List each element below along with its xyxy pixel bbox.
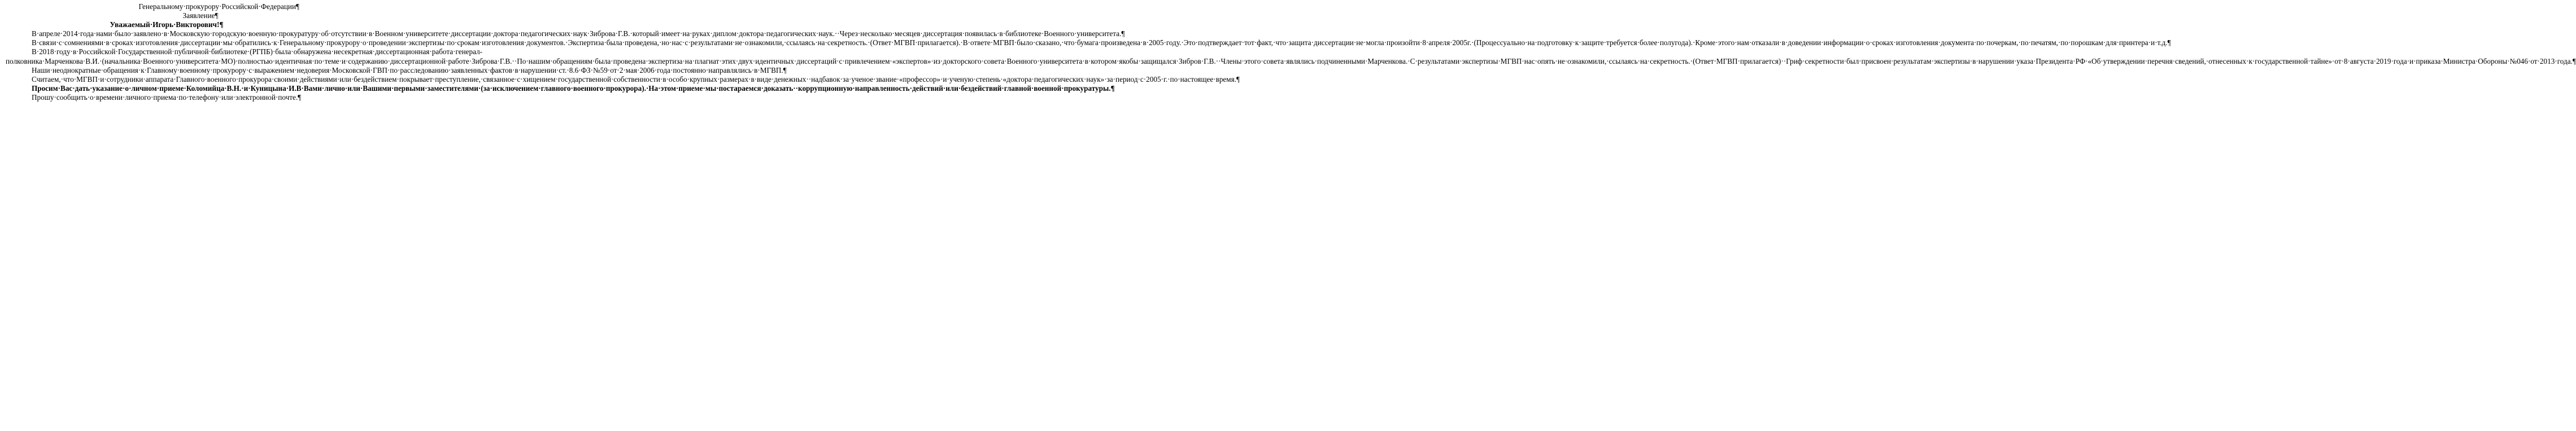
paragraph-2: В·связи·с·сомнениями·в·сроках·изготовления·диссертации·мы·обратились·к·Генеральному·прокурору·о·проведении·экспертизы·по·срокам·изготовления·документов.·Экспертиза·была·проведена,·но·нас·с·результатами·не·ознакомили,·ссылаясь·на·секретность.·(Ответ·МГВП·прилагается).·В·ответе·МГВП·было·сказано,·что·бумага·произведена·в·2005·году.·Это·подтверждает·тот·факт,·что·защита·диссертации·не·могла·произойти·8·апреля·2005г.·(Процессуально·на·подготовку·к·защите·требуется·более·полугода).·Кроме·этого·нам·отказали·в·доведении·информации·о·сроках·изготовления·документа·по·почеркам,·по·печатям,·по·порошкам·для·принтера·и·т.д.¶ (32, 38, 2171, 47)
paragraph-4: Наши·неоднократные·обращения·к·Главному·военному·прокурору·с·выражением·недоверия·Московской·ГВП·по·расследованию·заявленных·фактов·в·нарушении·ст.·8.6·ФЗ·№59·от·2·мая·2006·года·постоянно·направлялись·в·МГВП.¶ (32, 65, 787, 74)
paragraph-5: Считаем,·что·МГВП·и·сотрудники·аппарата·Главного·военного·прокурора·своими·действиями·или·бездействием·покрывает·преступление,·связанное·с·хищением·государственной·собственности·в·особо·крупных·размерах·в·виде·денежных··надбавок·за·ученое·звание·«профессор»·и·ученую·степень·«доктора·педагогических·наук»·за·период·с·2005·г.·по·настоящее·время.¶ (32, 74, 1240, 83)
paragraph-3: В·2018·году·в·Российской·Государственной·публичной·библиотеке·(РГПБ)·была·обнаружена·несекретная·диссертационная·работа·генерал-полковника·Марченкова·В.И.·(начальника·Военного·университета·МО)·полностью·идентичная·по·теме·и·содержанию·диссертационной·работе·Зиброва·Г.В.··По·нашим·обращениям·была·проведена·экспертиза·на·плагиат·этих·двух·идентичных·диссертаций·с·привлечением·«экспертов»·из·докторского·совета·Военного·университета·в·котором·якобы·защищался·Зибров·Г.В.··Члены·этого·совета·являлись·подчиненными·Марченкова.·С·результатами·экспертизы·МГВП·нас·опять·не·ознакомили,·ссылаясь·на·секретность.·(Ответ·МГВП·прилагается)··Гриф·секретности·был·присвоен·результатам·экспертизы·в·нарушении·указа·Президента·РФ·«Об·утверждении·перечня·сведений,·отнесенных·к·государственной·тайне»·от·8·августа·2019·года·и·приказа·Министра·Обороны·№046·от·2013·года.¶ (6, 47, 2576, 65)
recipient-line: Генеральному·прокурору·Российской·Федерации¶ (138, 2, 299, 11)
greeting: Уважаемый·Игорь·Викторович!¶ (110, 20, 224, 29)
document-title: Заявление¶ (182, 11, 219, 20)
paragraph-6-request: Просим·Вас·дать·указание·о·личном·приеме·Коломийца·В.Н.·и·Куницына·И.В·Вами·лично·или·Вашими·первыми·заместителями·(за·исключением·главного·военного·прокурора).·На·этом·приеме·мы·постараемся·доказать··коррупционную·направленность·действий·или·бездействий·главной·военной·прокуратуры.¶ (32, 83, 1115, 93)
paragraph-1: В·апреле·2014·года·нами·было·заявлено·в·Московскую·городскую·военную·прокуратуру·об·отсутствии·в·Военном·университете·диссертации·доктора·педагогических·наук·Зиброва·Г.В.·который·имеет·на·руках·диплом·доктора·педагогических·наук.··Через·несколько·месяцев·диссертация·появилась·в·библиотеке·Военного·университета.¶ (32, 29, 1125, 38)
paragraph-7: Прошу·сообщить·о·времени·личного·приема·по·телефону·или·электронной·почте.¶ (32, 93, 302, 102)
